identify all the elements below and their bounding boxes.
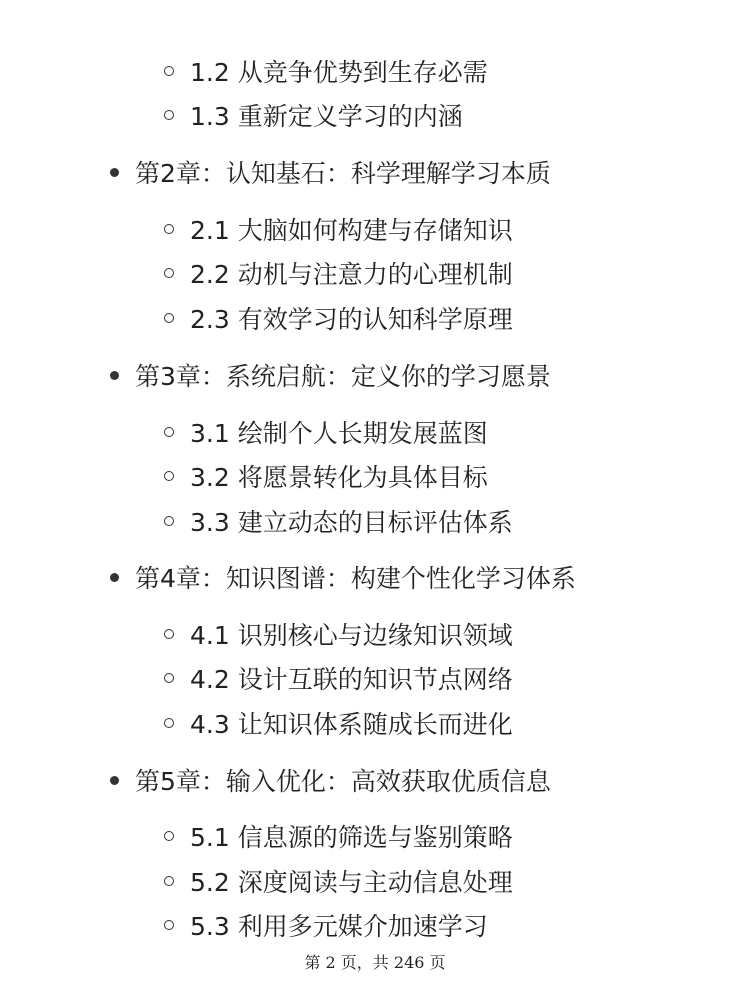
- toc-chapter-text: 第4章：知识图谱：构建个性化学习体系: [135, 564, 576, 593]
- hollow-bullet-icon: [164, 313, 174, 323]
- filled-bullet-icon: [110, 168, 119, 177]
- toc-chapter-text: 第5章：输入优化：高效获取优质信息: [135, 767, 551, 796]
- hollow-bullet-icon: [164, 427, 174, 437]
- toc-subsection-4-2[interactable]: [160, 660, 513, 696]
- hollow-bullet-icon: [164, 718, 174, 728]
- toc-subsection-3-2[interactable]: [160, 458, 488, 494]
- toc-chapter-text: 第2章：认知基石：科学理解学习本质: [135, 159, 551, 188]
- toc-subsection-text: 4.3 让知识体系随成长而进化: [190, 710, 513, 739]
- toc-chapter-text: 第3章：系统启航：定义你的学习愿景: [135, 362, 551, 391]
- hollow-bullet-icon: [164, 673, 174, 683]
- toc-subsection-text: 2.2 动机与注意力的心理机制: [190, 260, 513, 289]
- toc-subsection-2-2[interactable]: [160, 255, 513, 291]
- toc-subsection-text: 3.2 将愿景转化为具体目标: [190, 463, 488, 492]
- toc-chapter-5[interactable]: [106, 760, 551, 800]
- toc-subsection-text: 4.1 识别核心与边缘知识领域: [190, 621, 513, 650]
- hollow-bullet-icon: [164, 629, 174, 639]
- toc-chapter-3[interactable]: [106, 355, 551, 395]
- hollow-bullet-icon: [164, 516, 174, 526]
- toc-subsection-2-3[interactable]: [160, 300, 513, 336]
- toc-subsection-text: 5.1 信息源的筛选与鉴别策略: [190, 823, 513, 852]
- hollow-bullet-icon: [164, 471, 174, 481]
- hollow-bullet-icon: [164, 224, 174, 234]
- filled-bullet-icon: [110, 573, 119, 582]
- hollow-bullet-icon: [164, 66, 174, 76]
- toc-subsection-text: 2.3 有效学习的认知科学原理: [190, 305, 513, 334]
- toc-subsection-4-3[interactable]: [160, 705, 513, 741]
- toc-subsection-text: 3.1 绘制个人长期发展蓝图: [190, 419, 488, 448]
- toc-chapter-2[interactable]: [106, 152, 551, 192]
- toc-chapter-4[interactable]: [106, 557, 576, 597]
- toc-subsection-5-2[interactable]: [160, 863, 513, 899]
- hollow-bullet-icon: [164, 876, 174, 886]
- toc-subsection-2-1[interactable]: [160, 211, 513, 247]
- toc-subsection-5-1[interactable]: [160, 818, 513, 854]
- toc-subsection-text: 2.1 大脑如何构建与存储知识: [190, 216, 513, 245]
- toc-subsection-5-3[interactable]: [160, 907, 488, 943]
- toc-subsection-4-1[interactable]: [160, 616, 513, 652]
- hollow-bullet-icon: [164, 110, 174, 120]
- toc-subsection-text: 3.3 建立动态的目标评估体系: [190, 508, 513, 537]
- filled-bullet-icon: [110, 776, 119, 785]
- toc-subsection-text: 5.2 深度阅读与主动信息处理: [190, 868, 513, 897]
- toc-subsection-3-3[interactable]: [160, 503, 513, 539]
- toc-subsection-text: 1.3 重新定义学习的内涵: [190, 102, 463, 131]
- toc-subsection-3-1[interactable]: [160, 414, 488, 450]
- hollow-bullet-icon: [164, 831, 174, 841]
- hollow-bullet-icon: [164, 268, 174, 278]
- toc-subsection-text: 5.3 利用多元媒介加速学习: [190, 912, 488, 941]
- toc-subsection-1-3[interactable]: [160, 97, 463, 133]
- toc-subsection-text: 1.2 从竞争优势到生存必需: [190, 58, 488, 87]
- toc-subsection-text: 4.2 设计互联的知识节点网络: [190, 665, 513, 694]
- page-number-label: 第 2 页，共 246 页: [304, 953, 446, 972]
- page-footer: [0, 950, 750, 973]
- filled-bullet-icon: [110, 371, 119, 380]
- toc-subsection-1-2[interactable]: [160, 53, 488, 89]
- hollow-bullet-icon: [164, 920, 174, 930]
